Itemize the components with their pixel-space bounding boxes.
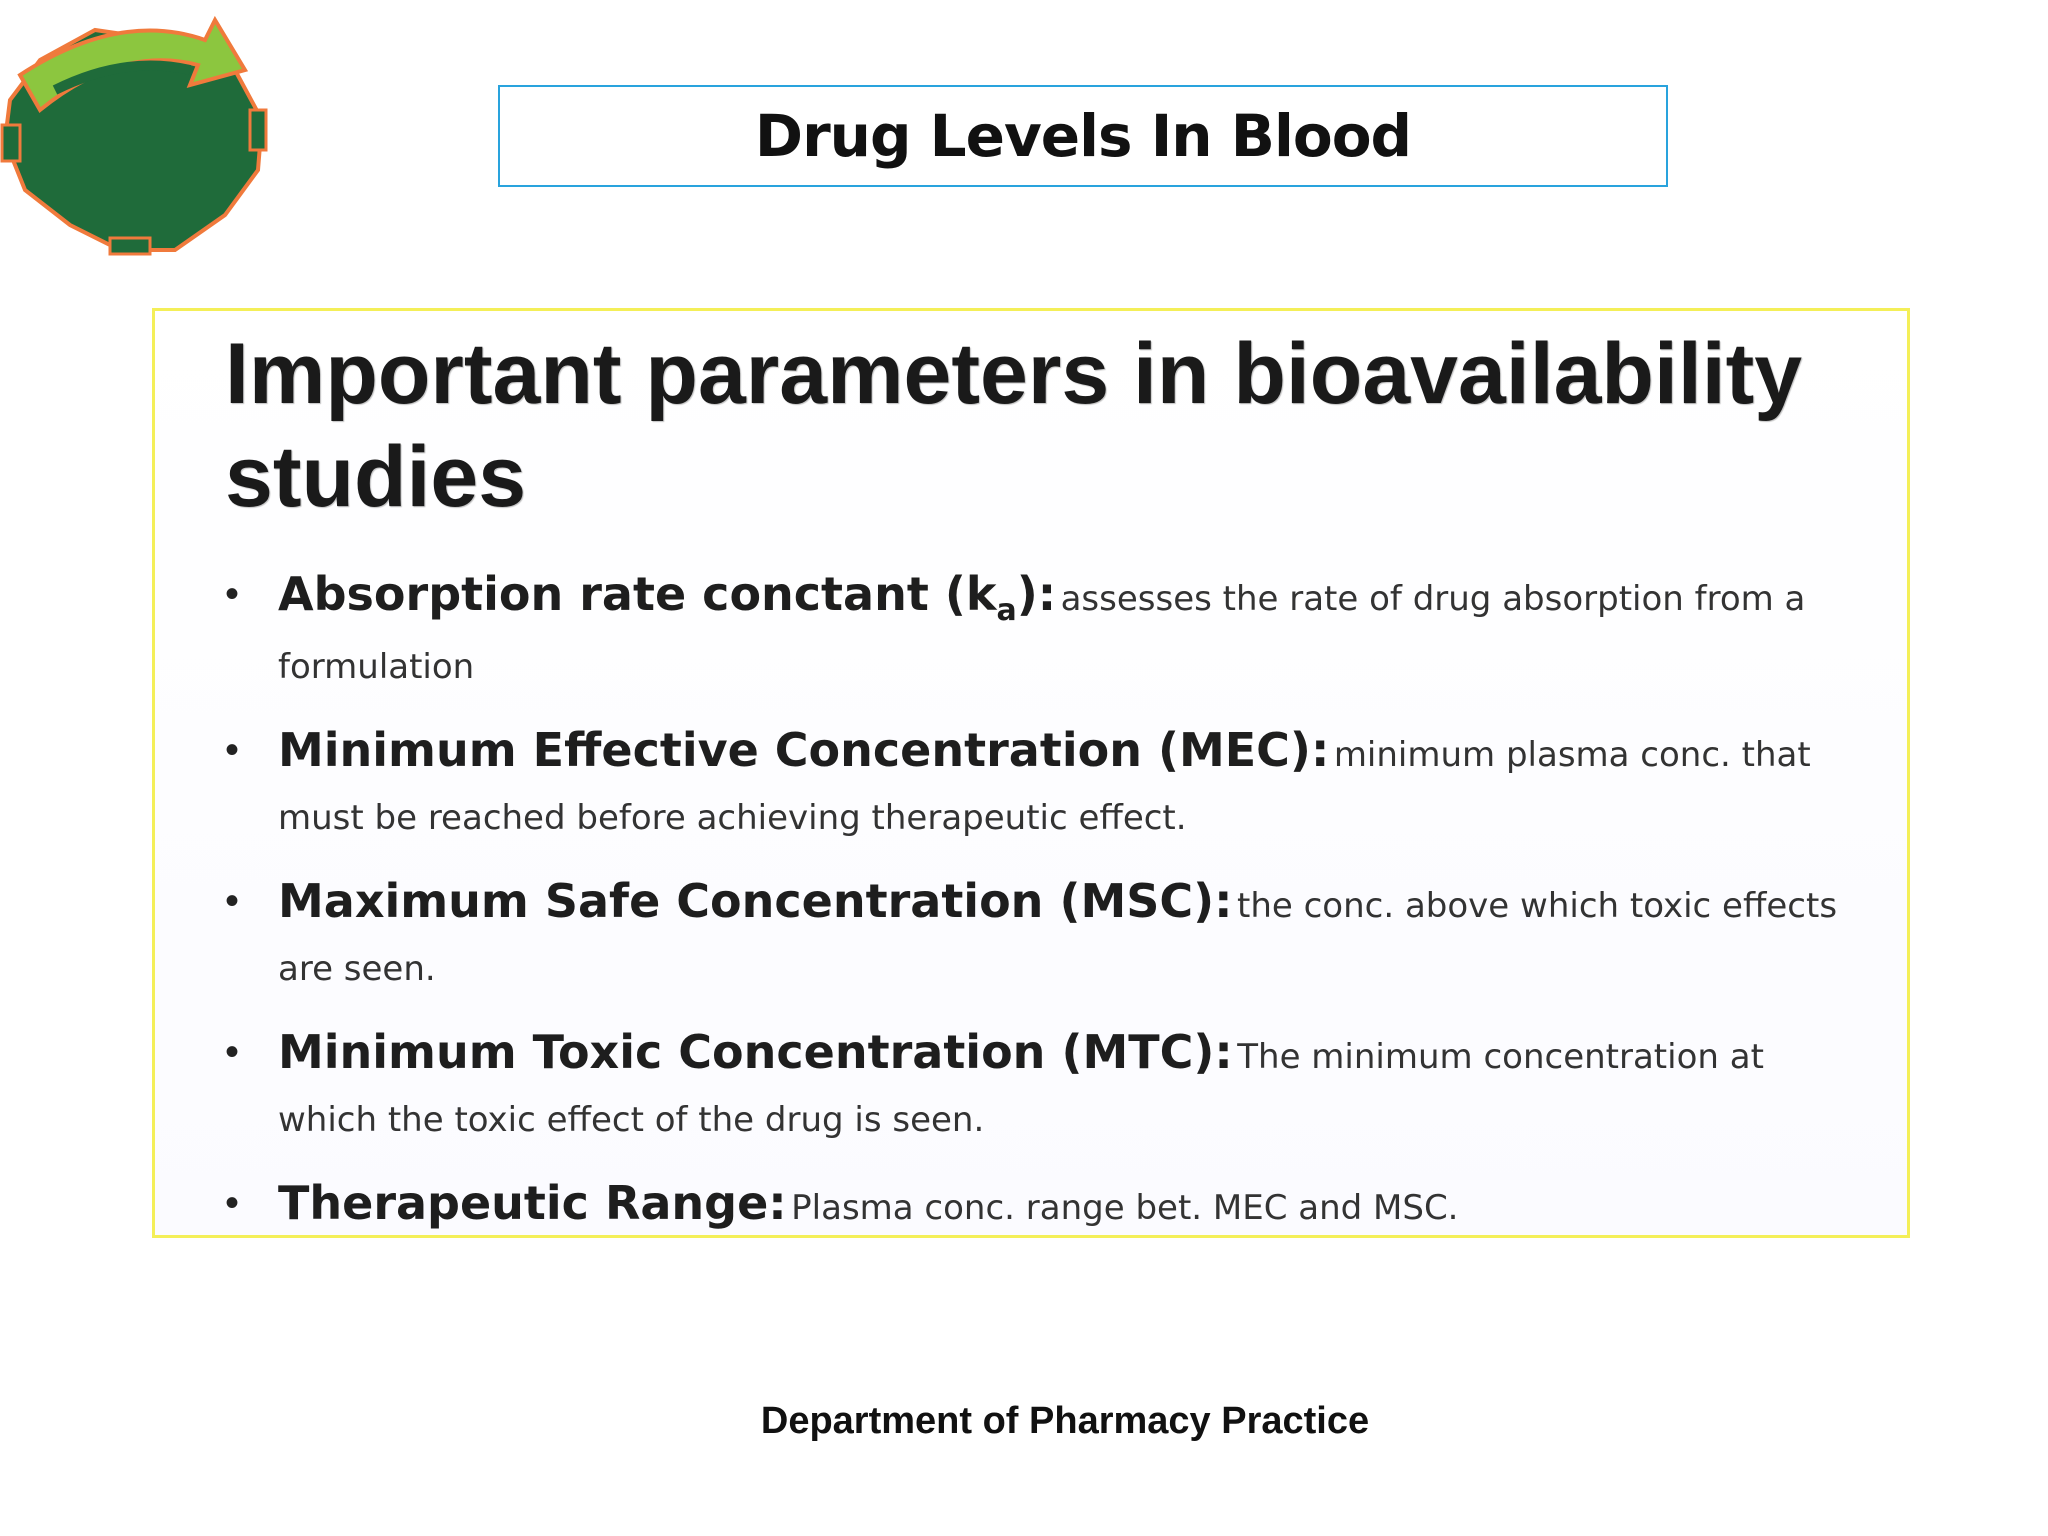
gear-arrow-logo-icon — [0, 0, 280, 260]
parameter-term: Minimum Effective Concentration (MEC): — [278, 723, 1330, 778]
list-item — [225, 873, 1865, 1004]
parameter-term: Therapeutic Range: — [278, 1176, 787, 1231]
parameter-description: Plasma conc. range bet. MEC and MSC. — [791, 1188, 1459, 1229]
content-panel — [152, 308, 1910, 1238]
parameter-description: minimum plasma conc. that must be reached before achieving therapeutic effect. — [278, 735, 1811, 839]
list-item — [225, 1175, 1865, 1243]
parameter-description: the conc. above which toxic effects are seen. — [278, 886, 1838, 990]
parameter-term: Maximum Safe Concentration (MSC): — [278, 874, 1233, 929]
panel-heading: Important parameters in bioavailability studies — [225, 326, 1803, 525]
parameter-description: assesses the rate of drug absorption from a formulation — [278, 579, 1806, 688]
title-box — [498, 85, 1668, 187]
slide-title: Drug Levels In Blood — [754, 102, 1412, 170]
bullet-icon: • — [225, 1030, 240, 1075]
bullet-icon: • — [225, 1181, 240, 1226]
list-item — [225, 566, 1865, 702]
bullet-icon: • — [225, 879, 240, 924]
footer-department: Department of Pharmacy Practice — [760, 1400, 1370, 1442]
parameter-term: Minimum Toxic Concentration (MTC): — [278, 1025, 1233, 1080]
list-item — [225, 722, 1865, 853]
parameter-list — [225, 566, 1865, 1263]
subscript: a — [996, 593, 1017, 629]
list-item — [225, 1024, 1865, 1155]
bullet-icon: • — [225, 728, 240, 773]
parameter-term: Absorption rate conctant $(k_a)$: — [278, 567, 1057, 629]
parameter-description: The minimum concentration at which the toxic effect of the drug is seen. — [278, 1037, 1764, 1141]
bullet-icon: • — [225, 572, 240, 616]
